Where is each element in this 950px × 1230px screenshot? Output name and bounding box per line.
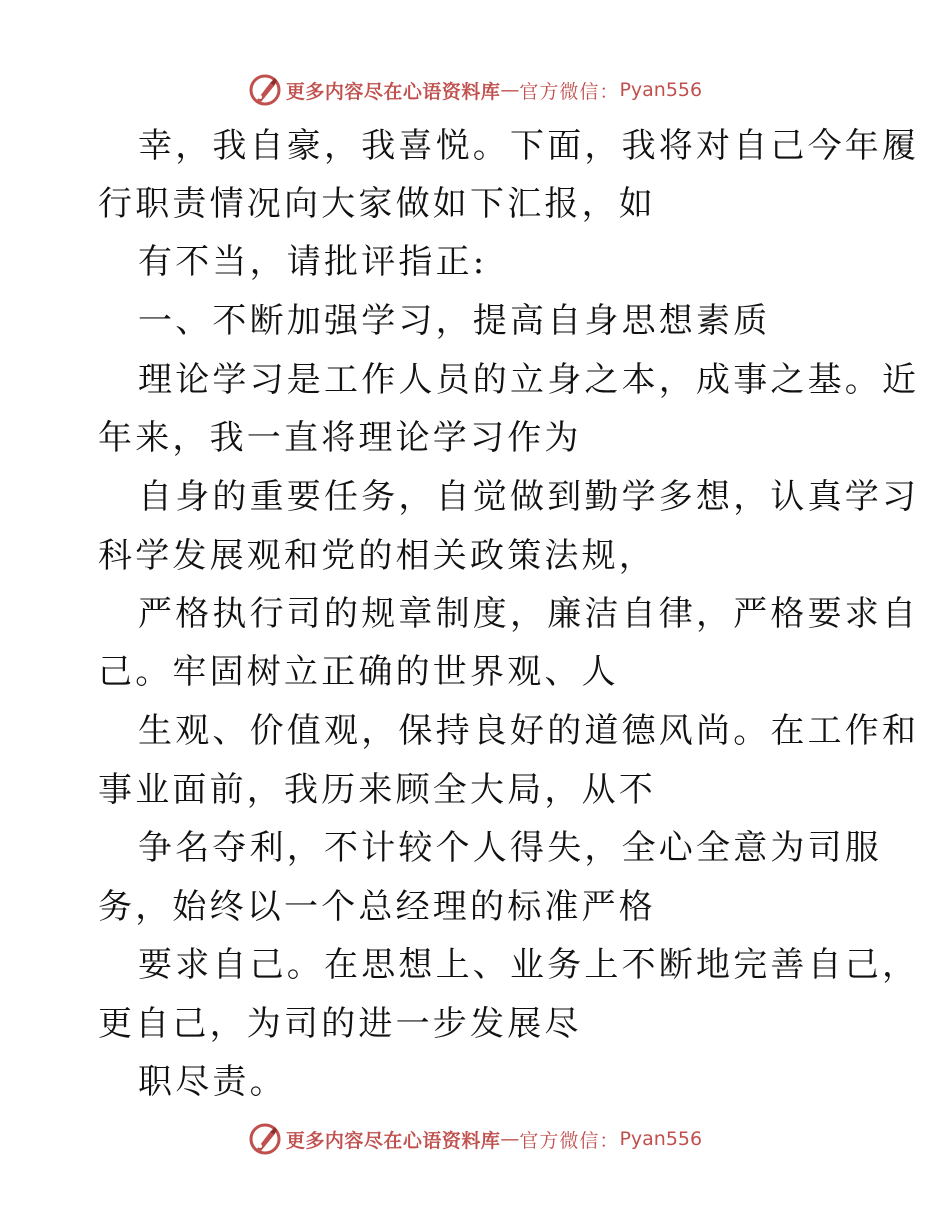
quill-pen-logo-icon [248,1122,282,1156]
body-line: 己。牢固树立正确的世界观、人 [98,652,619,692]
body-line: 事业面前，我历来顾全大局，从不 [98,770,656,810]
banner-wechat-label: 官方微信： [519,80,620,103]
footer-banner-content [248,1122,702,1156]
section-heading: 一、不断加强学习，提高自身思想素质 [138,301,771,341]
banner-title: 更多内容尽在心语资料库 [285,80,501,103]
banner-title: 更多内容尽在心语资料库 [285,1129,501,1152]
banner-separator: — [500,1128,520,1150]
body-line: 幸，我自豪，我喜悦。下面，我将对自己今年履 [138,126,920,166]
footer-banner [0,1119,950,1159]
body-line: 严格执行司的规章制度，廉洁自律，严格要求自 [138,594,920,634]
header-banner-content [248,73,702,107]
body-line: 生观、价值观，保持良好的道德风尚。在工作和 [138,711,920,751]
banner-wechat-label: 官方微信： [519,1129,620,1152]
banner-wechat-id: Pyan556 [619,79,703,101]
body-line: 自身的重要任务，自觉做到勤学多想，认真学习 [138,477,920,517]
body-line: 有不当，请批评指正: [138,242,488,282]
body-line: 更自己，为司的进一步发展尽 [98,1004,582,1044]
body-line: 理论学习是工作人员的立身之本，成事之基。近 [138,360,920,400]
quill-pen-logo-icon [248,73,282,107]
header-banner [0,70,950,110]
body-line: 要求自己。在思想上、业务上不断地完善自己， [138,945,920,985]
body-line: 职尽责。 [138,1062,287,1102]
body-line: 科学发展观和党的相关政策法规， [98,536,656,576]
banner-wechat-id: Pyan556 [619,1128,703,1150]
body-line: 务，始终以一个总经理的标准严格 [98,887,656,927]
banner-separator: — [500,79,520,101]
body-line: 年来，我一直将理论学习作为 [98,418,582,458]
body-line: 行职责情况向大家做如下汇报，如 [98,184,656,224]
body-line: 争名夺利，不计较个人得失，全心全意为司服 [138,828,882,868]
